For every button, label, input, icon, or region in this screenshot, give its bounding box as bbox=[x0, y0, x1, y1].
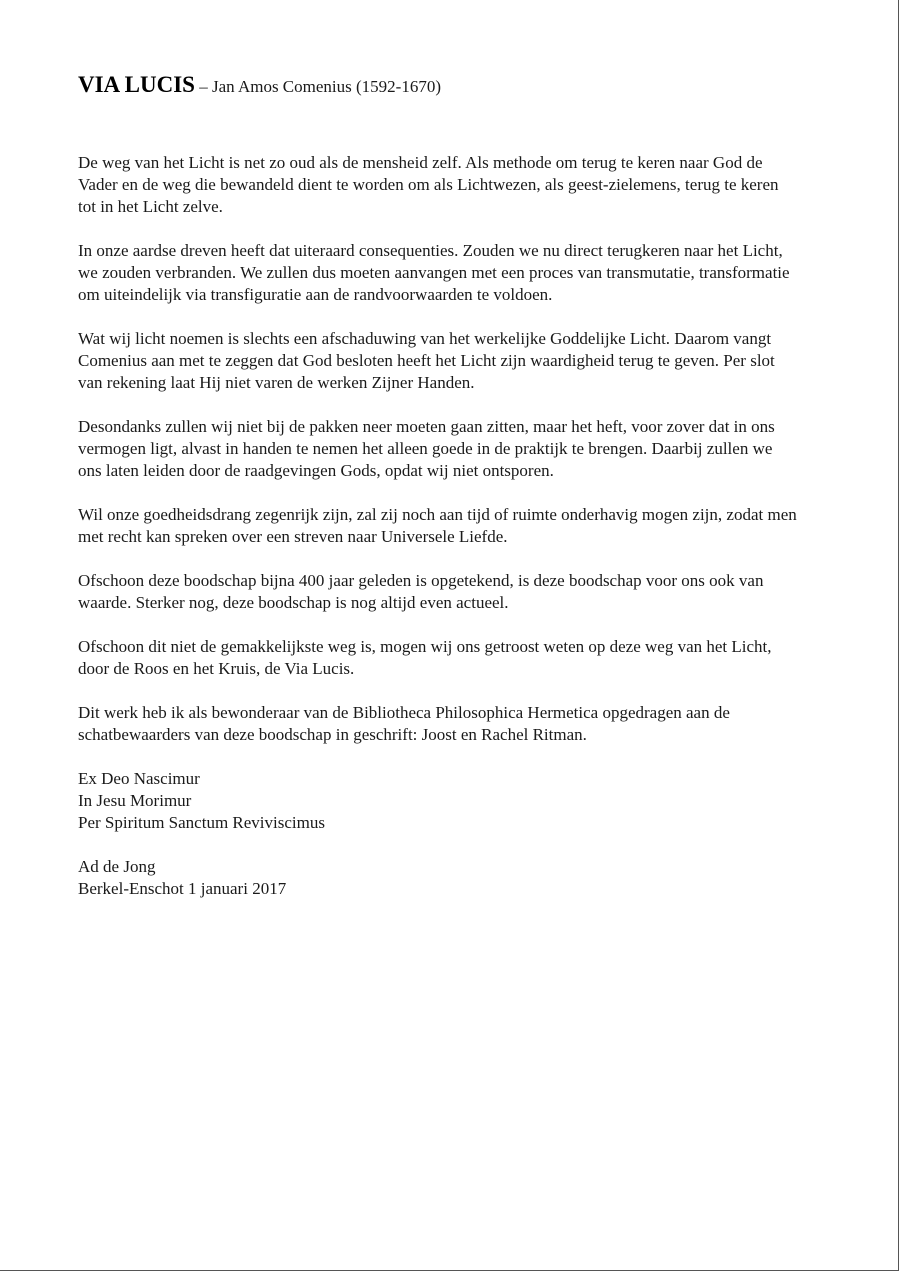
paragraph-6: Ofschoon deze boodschap bijna 400 jaar geleden is opgetekend, is deze boodschap voor ons ook van waarde. Sterker nog, deze boodschap is nog altijd even actueel. bbox=[78, 571, 764, 612]
paragraph-4: Desondanks zullen wij niet bij de pakken neer moeten gaan zitten, maar het heft, voor zover dat in ons vermogen ligt, alvast in handen te nemen het alleen goede in de praktijk te brengen. Daarbij zullen we ons laten leiden door de raadgevingen Gods, opdat wij niet ontsporen. bbox=[78, 417, 775, 480]
motto-line-3: Per Spiritum Sanctum Reviviscimus bbox=[78, 813, 325, 832]
document-title: VIA LUCIS bbox=[78, 72, 195, 97]
paragraph-8: Dit werk heb ik als bewonderaar van de Bibliotheca Philosophica Hermetica opgedragen aan de schatbewaarders van deze boodschap in geschrift: Joost en Rachel Ritman. bbox=[78, 703, 730, 744]
signature-block bbox=[78, 856, 798, 900]
motto-line-2: In Jesu Morimur bbox=[78, 791, 192, 810]
document-subtitle: Jan Amos Comenius (1592-1670) bbox=[211, 77, 441, 96]
motto-line-1: Ex Deo Nascimur bbox=[78, 769, 200, 788]
paragraph-5: Wil onze goedheidsdrang zegenrijk zijn, zal zij noch aan tijd of ruimte onderhavig mogen zijn, zodat men met recht kan spreken over een streven naar Universele Liefde. bbox=[78, 505, 797, 546]
place-date: Berkel-Enschot 1 januari 2017 bbox=[78, 879, 287, 898]
title-line bbox=[78, 70, 798, 102]
document-body bbox=[78, 70, 798, 922]
paragraph-7: Ofschoon dit niet de gemakkelijkste weg is, mogen wij ons getroost weten op deze weg van het Licht, door de Roos en het Kruis, de Via Lucis. bbox=[78, 637, 772, 678]
motto-block bbox=[78, 768, 798, 834]
title-separator: – bbox=[194, 77, 212, 96]
paragraph-2: In onze aardse dreven heeft dat uiteraard consequenties. Zouden we nu direct terugkeren naar het Licht, we zouden verbranden. We zullen dus moeten aanvangen met een proces van transmutatie, transformatie om uiteindelijk via transfiguratie aan de randvoorwaarden te voldoen. bbox=[78, 241, 790, 304]
author-name: Ad de Jong bbox=[78, 857, 156, 876]
paragraph-3: Wat wij licht noemen is slechts een afschaduwing van het werkelijke Goddelijke Licht. Daarom vangt Comenius aan met te zeggen dat God besloten heeft het Licht zijn waardigheid terug te geven. Per slot van rekening laat Hij niet varen de werken Zijner Handen. bbox=[78, 329, 775, 392]
paragraph-1: De weg van het Licht is net zo oud als de mensheid zelf. Als methode om terug te keren naar God de Vader en de weg die bewandeld dient te worden om als Lichtwezen, als geest-zielemens, terug te keren tot in het Licht zelve. bbox=[78, 153, 779, 216]
